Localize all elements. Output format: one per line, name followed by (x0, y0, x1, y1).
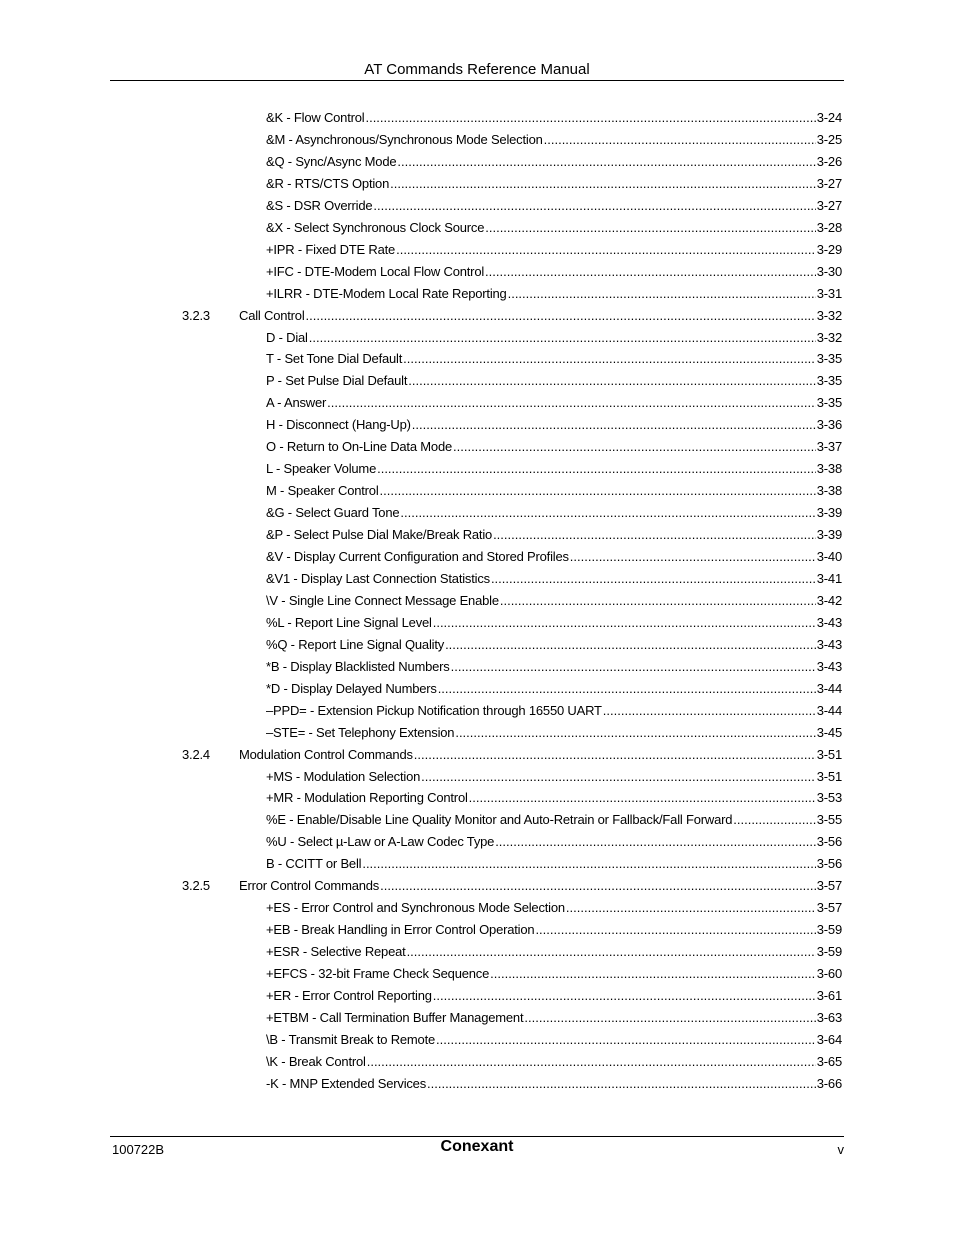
toc-page-number: 3-53 (816, 790, 842, 806)
toc-dot-leader (367, 1054, 816, 1069)
toc-page-number: 3-51 (816, 746, 842, 762)
toc-section-number: 3.2.4 (182, 746, 210, 762)
toc-entry-title: Modulation Control Commands (239, 746, 413, 762)
toc-entry-title: –PPD= - Extension Pickup Notification through 16550 UART (266, 702, 602, 718)
toc-entry-title: +ILRR - DTE-Modem Local Rate Reporting (266, 285, 507, 301)
toc-entry[interactable] (266, 439, 842, 461)
toc-entry[interactable] (182, 307, 842, 330)
toc-entry[interactable] (266, 769, 842, 791)
toc-dot-leader (544, 132, 816, 147)
toc-entry[interactable] (266, 527, 842, 549)
toc-page-number: 3-43 (816, 614, 842, 630)
footer-doc-number: 100722B (112, 1142, 165, 1157)
toc-entry[interactable] (266, 681, 842, 703)
toc-entry[interactable] (266, 703, 842, 725)
header-rule (110, 80, 844, 81)
toc-entry[interactable] (266, 571, 842, 593)
toc-entry[interactable] (266, 966, 842, 988)
toc-page-number: 3-43 (816, 636, 842, 652)
toc-entry-title: A - Answer (266, 395, 327, 411)
toc-entry-title: +ETBM - Call Termination Buffer Management (266, 1009, 524, 1025)
toc-entry[interactable] (182, 878, 842, 900)
toc-dot-leader (390, 176, 816, 191)
toc-entry-title: O - Return to On-Line Data Mode (266, 439, 453, 455)
toc-dot-leader (453, 439, 816, 454)
page-header-title: AT Commands Reference Manual (364, 61, 590, 78)
toc-entry-title: +ER - Error Control Reporting (266, 988, 432, 1003)
toc-entry[interactable] (266, 790, 842, 812)
toc-entry-title: &Q - Sync/Async Mode (266, 153, 397, 169)
toc-entry-title: H - Disconnect (Hang-Up) (266, 417, 411, 433)
toc-entry[interactable] (266, 417, 842, 439)
toc-entry-title: \V - Single Line Connect Message Enable (266, 592, 499, 608)
toc-entry[interactable] (266, 286, 842, 308)
toc-dot-leader (412, 417, 816, 432)
toc-entry[interactable] (266, 834, 842, 856)
toc-page-number: 3-63 (816, 1009, 842, 1025)
toc-page-number: 3-24 (816, 110, 842, 125)
toc-page-number: 3-40 (816, 549, 842, 564)
toc-page-number: 3-39 (816, 527, 842, 543)
toc-page-number: 3-55 (816, 812, 842, 828)
toc-dot-leader (433, 615, 816, 630)
toc-entry-title: T - Set Tone Dial Default (266, 351, 403, 367)
toc-entry[interactable] (182, 746, 842, 769)
toc-entry[interactable] (266, 856, 842, 878)
toc-dot-leader (535, 922, 815, 937)
toc-entry-title: +EFCS - 32-bit Frame Check Sequence (266, 966, 490, 982)
toc-entry-title: &K - Flow Control (266, 110, 365, 125)
toc-page-number: 3-39 (816, 505, 842, 521)
toc-page-number: 3-26 (816, 153, 842, 169)
toc-page-number: 3-30 (816, 263, 842, 279)
toc-dot-leader (327, 395, 816, 410)
toc-page-number: 3-59 (816, 922, 842, 938)
toc-entry[interactable] (266, 1010, 842, 1032)
footer-rule (110, 1136, 844, 1137)
toc-dot-leader (493, 527, 816, 542)
toc-entry[interactable] (266, 264, 842, 286)
toc-entry[interactable] (266, 220, 842, 242)
toc-page-number: 3-42 (816, 592, 842, 608)
toc-page-number: 3-37 (816, 439, 842, 455)
toc-page-number: 3-38 (816, 483, 842, 499)
toc-page-number: 3-31 (816, 285, 842, 301)
toc-dot-leader (603, 703, 816, 718)
toc-entry-title: &V - Display Current Configuration and Stored Profiles (266, 549, 569, 564)
toc-page-number: 3-60 (816, 966, 842, 982)
toc-entry-title: *B - Display Blacklisted Numbers (266, 658, 450, 674)
toc-entry[interactable] (266, 1032, 842, 1054)
toc-entry-title: +IFC - DTE-Modem Local Flow Control (266, 263, 485, 279)
toc-dot-leader (445, 637, 816, 652)
toc-entry-title: +MS - Modulation Selection (266, 768, 421, 784)
toc-page-number: 3-64 (816, 1031, 842, 1047)
toc-entry-title: &V1 - Display Last Connection Statistics (266, 570, 490, 586)
toc-page-number: 3-32 (816, 307, 842, 323)
toc-dot-leader (380, 878, 816, 893)
toc-entry-title: &X - Select Synchronous Clock Source (266, 219, 485, 235)
toc-entry[interactable] (266, 615, 842, 637)
toc-dot-leader (570, 549, 816, 564)
toc-dot-leader (365, 110, 815, 125)
toc-page-number: 3-28 (816, 219, 842, 235)
toc-page-number: 3-35 (816, 373, 842, 389)
toc-dot-leader (306, 308, 816, 323)
toc-entry-title: B - CCITT or Bell (266, 856, 362, 872)
toc-dot-leader (433, 988, 816, 1003)
toc-page-number: 3-44 (816, 680, 842, 696)
toc-entry[interactable] (266, 988, 842, 1010)
toc-entry[interactable] (266, 1076, 842, 1098)
toc-entry[interactable] (266, 549, 842, 571)
toc-dot-leader (495, 834, 816, 849)
toc-page-number: 3-35 (816, 395, 842, 411)
toc-entry-title: &S - DSR Override (266, 197, 373, 213)
toc-entry[interactable] (266, 1054, 842, 1076)
toc-dot-leader (485, 264, 816, 279)
toc-dot-leader (455, 725, 815, 740)
toc-page-number: 3-65 (816, 1053, 842, 1069)
toc-entry[interactable] (266, 944, 842, 966)
toc-dot-leader (500, 593, 816, 608)
toc-page-number: 3-57 (816, 878, 842, 894)
toc-dot-leader (377, 461, 816, 476)
toc-page-number: 3-32 (816, 329, 842, 345)
toc-page-number: 3-27 (816, 175, 842, 191)
toc-dot-leader (451, 659, 816, 674)
toc-dot-leader (380, 483, 816, 498)
toc-dot-leader (400, 505, 815, 520)
toc-dot-leader (403, 351, 816, 366)
toc-dot-leader (373, 198, 815, 213)
toc-entry-title: &M - Asynchronous/Synchronous Mode Selection (266, 131, 543, 147)
toc-dot-leader (397, 154, 815, 169)
toc-entry[interactable] (266, 812, 842, 834)
toc-page-number: 3-25 (816, 131, 842, 147)
toc-entry[interactable] (266, 330, 842, 352)
toc-dot-leader (309, 330, 816, 345)
toc-entry-title: &G - Select Guard Tone (266, 505, 400, 521)
toc-entry[interactable] (266, 900, 842, 922)
toc-entry-title: M - Speaker Control (266, 483, 379, 499)
toc-entry[interactable] (266, 198, 842, 220)
toc-entry[interactable] (266, 725, 842, 747)
toc-dot-leader (469, 790, 816, 805)
toc-entry[interactable] (266, 110, 842, 132)
toc-entry[interactable] (266, 483, 842, 505)
toc-entry[interactable] (266, 242, 842, 264)
toc-dot-leader (421, 769, 816, 784)
toc-page-number: 3-44 (816, 702, 842, 718)
toc-dot-leader (436, 1032, 816, 1047)
toc-dot-leader (508, 286, 816, 301)
toc-entry-title: +EB - Break Handling in Error Control Operation (266, 922, 535, 938)
toc-page-number: 3-57 (816, 900, 842, 916)
toc-entry-title: D - Dial (266, 329, 308, 345)
toc-dot-leader (490, 966, 816, 981)
toc-entry-title: &P - Select Pulse Dial Make/Break Ratio (266, 527, 493, 543)
toc-entry-title: –STE= - Set Telephony Extension (266, 724, 455, 740)
toc-entry[interactable] (266, 461, 842, 483)
toc-entry[interactable] (266, 154, 842, 176)
toc-entry-title: \B - Transmit Break to Remote (266, 1031, 436, 1047)
toc-entry[interactable] (266, 922, 842, 944)
toc-entry-title: -K - MNP Extended Services (266, 1075, 427, 1091)
footer-company: Conexant (440, 1138, 514, 1155)
toc-dot-leader (408, 373, 816, 388)
toc-entry[interactable] (266, 395, 842, 417)
toc-entry-title: Error Control Commands (239, 878, 380, 894)
toc-page-number: 3-45 (816, 724, 842, 740)
toc-page-number: 3-56 (816, 834, 842, 850)
toc-dot-leader (427, 1076, 816, 1091)
toc-entry-title: P - Set Pulse Dial Default (266, 373, 408, 389)
toc-dot-leader (524, 1010, 815, 1025)
toc-entry-title: &R - RTS/CTS Option (266, 175, 390, 191)
toc-page-number: 3-66 (816, 1075, 842, 1091)
toc-dot-leader (396, 242, 816, 257)
toc-dot-leader (566, 900, 816, 915)
toc-dot-leader (491, 571, 816, 586)
toc-entry-title: %E - Enable/Disable Line Quality Monitor and Auto-Retrain or Fallback/Fall Forward (266, 812, 733, 828)
toc-entry-title: +ES - Error Control and Synchronous Mode Selection (266, 900, 565, 916)
toc-dot-leader (414, 747, 816, 762)
toc-page-number: 3-41 (816, 570, 842, 586)
toc-page-number: 3-56 (816, 856, 842, 872)
toc-entry[interactable] (266, 351, 842, 373)
toc-page-number: 3-35 (816, 351, 842, 367)
toc-entry[interactable] (266, 373, 842, 395)
toc-entry-title: *D - Display Delayed Numbers (266, 680, 437, 696)
toc-dot-leader (407, 944, 816, 959)
toc-entry-title: +IPR - Fixed DTE Rate (266, 241, 396, 257)
toc-page-number: 3-27 (816, 197, 842, 213)
toc-page-number: 3-43 (816, 658, 842, 674)
toc-dot-leader (438, 681, 816, 696)
toc-dot-leader (733, 812, 816, 827)
toc-entry-title: Call Control (239, 307, 305, 323)
toc-entry-title: \K - Break Control (266, 1053, 366, 1069)
toc-entry-title: +ESR - Selective Repeat (266, 944, 406, 960)
toc-page-number: 3-36 (816, 417, 842, 433)
toc-entry[interactable] (266, 637, 842, 659)
footer-page-number: v (837, 1142, 844, 1157)
toc-entry[interactable] (266, 176, 842, 198)
toc-entry-title: +MR - Modulation Reporting Control (266, 790, 468, 806)
toc-entry-title: %U - Select µ-Law or A-Law Codec Type (266, 834, 495, 850)
toc-page-number: 3-61 (816, 988, 842, 1003)
toc-dot-leader (485, 220, 816, 235)
toc-entry[interactable] (266, 132, 842, 154)
toc-entry[interactable] (266, 659, 842, 681)
toc-entry-title: %L - Report Line Signal Level (266, 614, 432, 630)
toc-page-number: 3-38 (816, 461, 842, 477)
toc-entry-title: L - Speaker Volume (266, 461, 377, 477)
toc-entry[interactable] (266, 593, 842, 615)
toc-page-number: 3-29 (816, 241, 842, 257)
toc-page-number: 3-59 (816, 944, 842, 960)
toc-section-number: 3.2.3 (182, 307, 210, 323)
toc-entry-title: %Q - Report Line Signal Quality (266, 636, 445, 652)
toc-entry[interactable] (266, 505, 842, 527)
toc-page-number: 3-51 (816, 768, 842, 784)
toc-dot-leader (362, 856, 815, 871)
toc-section-number: 3.2.5 (182, 878, 210, 894)
